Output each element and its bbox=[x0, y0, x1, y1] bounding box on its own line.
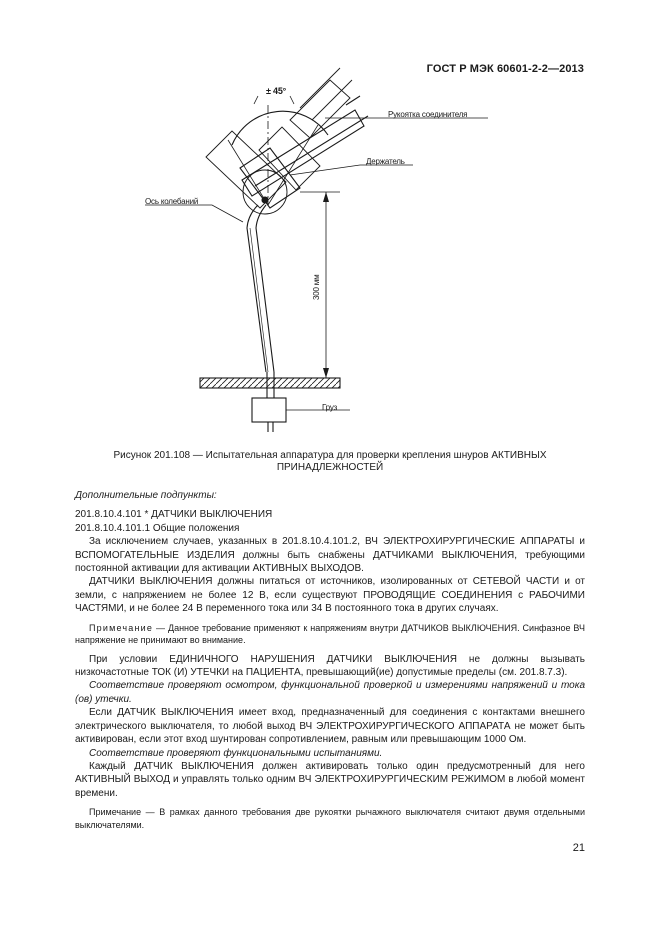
test-apparatus-figure bbox=[0, 0, 661, 440]
note-2-label: Примечание bbox=[89, 807, 142, 818]
note-1-label: Примечание bbox=[89, 622, 154, 633]
paragraph-1: За исключением случаев, указанных в 201.8.10.4.101.2, ВЧ ЭЛЕКТРОХИРУРГИЧЕСКИЕ АППАРАТЫ и ВСПОМОГАТЕЛЬНЫЕ ИЗДЕЛИЯ должны быть снабжены ДАТЧИКАМИ ВЫКЛЮЧЕНИЯ, требующими постоянной активации для активации АКТИВНЫХ ВЫХОДОВ. bbox=[75, 536, 585, 575]
weight-label: Груз bbox=[322, 403, 338, 412]
subclause-heading-101: 201.8.10.4.101 * ДАТЧИКИ ВЫКЛЮЧЕНИЯ bbox=[75, 509, 273, 521]
axis-label: Ось колебаний bbox=[145, 197, 199, 206]
document-header: ГОСТ Р МЭК 60601-2-2—2013 bbox=[426, 63, 584, 75]
holder-label: Держатель bbox=[366, 157, 405, 166]
note-1 bbox=[75, 622, 585, 647]
document-body bbox=[75, 489, 585, 831]
subclause-heading-101-1: 201.8.10.4.101.1 Общие положения bbox=[75, 522, 240, 534]
caption-line-2: ПРИНАДЛЕЖНОСТЕЙ bbox=[276, 462, 384, 473]
paragraph-6: Соответствие проверяют функциональными испытаниями. bbox=[89, 747, 383, 759]
paragraph-3: При условии ЕДИНИЧНОГО НАРУШЕНИЯ ДАТЧИКИ ВЫКЛЮЧЕНИЯ не должны вызывать низкочастотные ТОК (И) УТЕЧКИ на ПАЦИЕНТА, превышающий(ие) допустимые пределы (см. 201.8.7.3). bbox=[75, 653, 585, 679]
angle-label: ± 45° bbox=[266, 86, 287, 96]
paragraph-7: Каждый ДАТЧИК ВЫКЛЮЧЕНИЯ должен активировать только один предусмотренный для него АКТИВНЫЙ ВЫХОД и управлять только одним ВЧ ЭЛЕКТРОХИРУРГИЧЕСКИМ РЕЖИМОМ в любой момент времени. bbox=[75, 760, 585, 799]
note-2-text: — В рамках данного требования две рукоятки рычажного выключателя считают двумя отдельными выключателями. bbox=[75, 807, 585, 830]
caption-line-1: Рисунок 201.108 — Испытательная аппаратура для проверки крепления шнуров АКТИВНЫХ bbox=[113, 450, 547, 461]
note-2 bbox=[75, 806, 585, 831]
note-1-text: — Данное требование применяют к напряжениям внутри ДАТЧИКОВ ВЫКЛЮЧЕНИЯ. Синфазное ВЧ напряжение не принимают во внимание. bbox=[75, 622, 585, 646]
handle-label: Рукоятка соединителя bbox=[388, 110, 468, 119]
paragraph-2: ДАТЧИКИ ВЫКЛЮЧЕНИЯ должны питаться от источников, изолированных от СЕТЕВОЙ ЧАСТИ и от земли, с напряжением не более 12 В, если существуют ПРОВОДЯЩИЕ СОЕДИНЕНИЯ с РАБОЧИМИ ЧАСТЯМИ, и не более 24 В переменного тока или 34 В постоянного тока в других случаях. bbox=[75, 576, 585, 615]
page-number: 21 bbox=[572, 842, 585, 854]
paragraph-4: Соответствие проверяют осмотром, функциональной проверкой и измерениями напряжений и тока (ов) утечки. bbox=[75, 680, 585, 705]
figure-caption bbox=[80, 450, 580, 474]
apparatus-drawing bbox=[0, 0, 661, 440]
extra-subclauses-heading: Дополнительные подпункты: bbox=[75, 490, 217, 501]
distance-label: 300 мм bbox=[312, 274, 321, 300]
paragraph-5: Если ДАТЧИК ВЫКЛЮЧЕНИЯ имеет вход, предназначенный для соединения с контактами внешнего электрического выключателя, то любой выход ВЧ ЭЛЕКТРОХИРУРГИЧЕСКОГО АППАРАТА не может быть активирован, если этот вход шунтирован сопротивлением, равным или превышающим 1000 Ом. bbox=[75, 707, 585, 746]
